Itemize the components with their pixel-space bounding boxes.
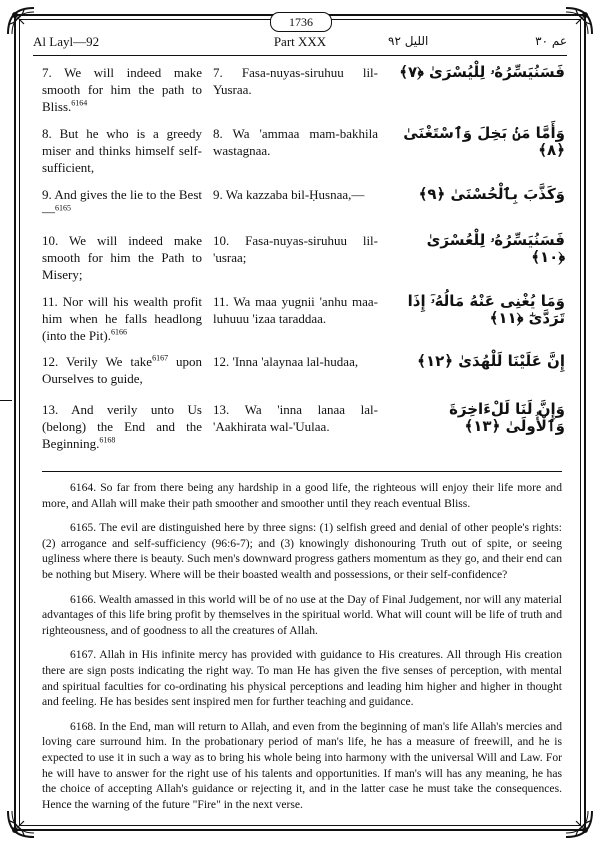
corner-ornament-icon xyxy=(6,809,36,839)
verse-arabic: فَسَنُيَسِّرُهُۥ لِلْيُسْرَىٰ ﴿٧﴾ xyxy=(399,63,565,81)
footnote: 6164. So far from there being any hardship in a good life, the righteous will enjoy their life more and more, and Allah will make their path smoother and smoother until they reach eventual Bliss. xyxy=(42,481,562,510)
corner-ornament-icon xyxy=(564,6,594,36)
verse-transliteration: 11. Wa maa yugnii 'anhu maa-luhuuu 'izaa taraddaa. xyxy=(213,294,378,326)
verse-arabic: إِنَّ عَلَيْنَا لَلْهُدَىٰ ﴿١٢﴾ xyxy=(417,352,565,370)
footnote: 6168. In the End, man will return to Allah, and even from the beginning of man's life Allah's mercies and loving care surround him. In the probationary period of man's life, he has a measure of freewill, and he is expected to use it in such a way as to bring his whole being into harmony with the universal Will and Law. For he will have to answer for the right use of his talents and opportunities. If man's will has any meaning, he has the choice of accepting Allah's guidance or rejecting it, and in the latter case he must take the consequences. Hence the warning of the future "Fire" in the next verse. xyxy=(42,719,562,811)
corner-ornament-icon xyxy=(564,809,594,839)
verse-english: 12. Verily We take$^{6167}$ upon Ourselves to guide, xyxy=(42,353,203,386)
verse-english: 9. And gives the lie to the Best—$^{6165}$ xyxy=(42,187,202,219)
footnote-ref[interactable]: 6166 xyxy=(110,327,127,337)
footnote-ref[interactable]: 6164 xyxy=(71,98,88,108)
verse-english: 13. And verily unto Us (belong) the End and the Beginning.$^{6168}$ xyxy=(42,402,202,451)
corner-ornament-icon xyxy=(6,6,36,36)
verse-arabic: وَمَا يُغْنِى عَنْهُ مَالُهُۥٓ إِذَا تَرَدَّىٰٓ ﴿١١﴾ xyxy=(407,292,565,327)
surah-title-arabic: الليل ٩٢ xyxy=(388,34,429,48)
verse-english: 8. But he who is a greedy miser and thinks himself self-sufficient, xyxy=(42,126,202,175)
footnote: 6167. Allah in His infinite mercy has provided with guidance to His creatures. All through His creation there are sign posts indicating the right way. To man He has given the five senses of perception, with mental and spiritual faculties for co-ordinating his physical perceptions and leading him higher and higher in thought and feeling. He has besides sent inspired men for further teaching and guidance. xyxy=(42,648,562,709)
verse-english: 10. We will indeed make smooth for him the Path to Misery; xyxy=(42,233,202,282)
verse-transliteration: 12. 'Inna 'alaynaa lal-hudaa, xyxy=(213,354,359,369)
part-title: Part XXX xyxy=(273,34,327,49)
page-number: 1736 xyxy=(270,12,332,32)
verse-transliteration: 10. Fasa-nuyas-siruhuu lil-'usraa; xyxy=(213,233,378,265)
header-divider xyxy=(33,55,567,56)
margin-mark xyxy=(0,400,12,401)
footnotes xyxy=(42,480,562,821)
running-header xyxy=(33,34,567,54)
verse-arabic: فَسَنُيَسِّرُهُۥ لِلْعُسْرَىٰ ﴿١٠﴾ xyxy=(426,231,565,266)
surah-title: Al Layl—92 xyxy=(33,34,100,49)
verse-arabic: وَكَذَّبَ بِٱلْحُسْنَىٰ ﴿٩﴾ xyxy=(418,185,565,203)
footnote-ref[interactable]: 6168 xyxy=(99,435,116,445)
footnote-ref[interactable]: 6165 xyxy=(55,203,71,213)
verse-arabic: وَإِنَّ لَنَا لَلْءَاخِرَةَ وَٱلْأُولَىٰ ﴿١٣﴾ xyxy=(449,400,565,435)
footnote: 6166. Wealth amassed in this world will be of no use at the Day of Final Judgement, nor will any material advantages of this life bring profit by themselves in the spiritual world. What will count will be life of truth and righteousness, and of goodness to all the creatures of Allah. xyxy=(42,592,562,637)
verse-transliteration: 9. Wa kazzaba bil-Ḥusnaa,— xyxy=(213,187,365,202)
verse-transliteration: 8. Wa 'ammaa mam-bakhila wastagnaa. xyxy=(213,126,378,158)
footnote-ref[interactable]: 6167 xyxy=(152,353,169,363)
verse-english: 11. Nor will his wealth profit him when he falls headlong (into the Pit).$^{6166}$ xyxy=(42,294,202,343)
notes-divider xyxy=(42,471,562,472)
verse-transliteration: 13. Wa 'inna lanaa lal-'Aakhirata wal-'Uulaa. xyxy=(213,402,378,434)
footnote: 6165. The evil are distinguished here by three signs: (1) selfish greed and denial of other people's rights: (2) arrogance and self-sufficiency (96:6-7); and (3) knowingly dishonouring Truth out of spite, or seeing ugliness where there is beauty. Such men's downward progress gathers momentum as they go, and their end can be nothing but Misery. Where will be their boasted wealth and possessions, or their self-confidence? xyxy=(42,521,562,581)
juz-title-arabic: عم ٣٠ xyxy=(535,34,567,48)
verse-transliteration: 7. Fasa-nuyas-siruhuu lil-Yusraa. xyxy=(213,65,378,97)
verse-english: 7. We will indeed make smooth for him the path to Bliss.$^{6164}$ xyxy=(42,65,202,114)
verse-arabic: وَأَمَّا مَنۢ بَخِلَ وَٱسْتَغْنَىٰ ﴿٨﴾ xyxy=(403,124,565,159)
